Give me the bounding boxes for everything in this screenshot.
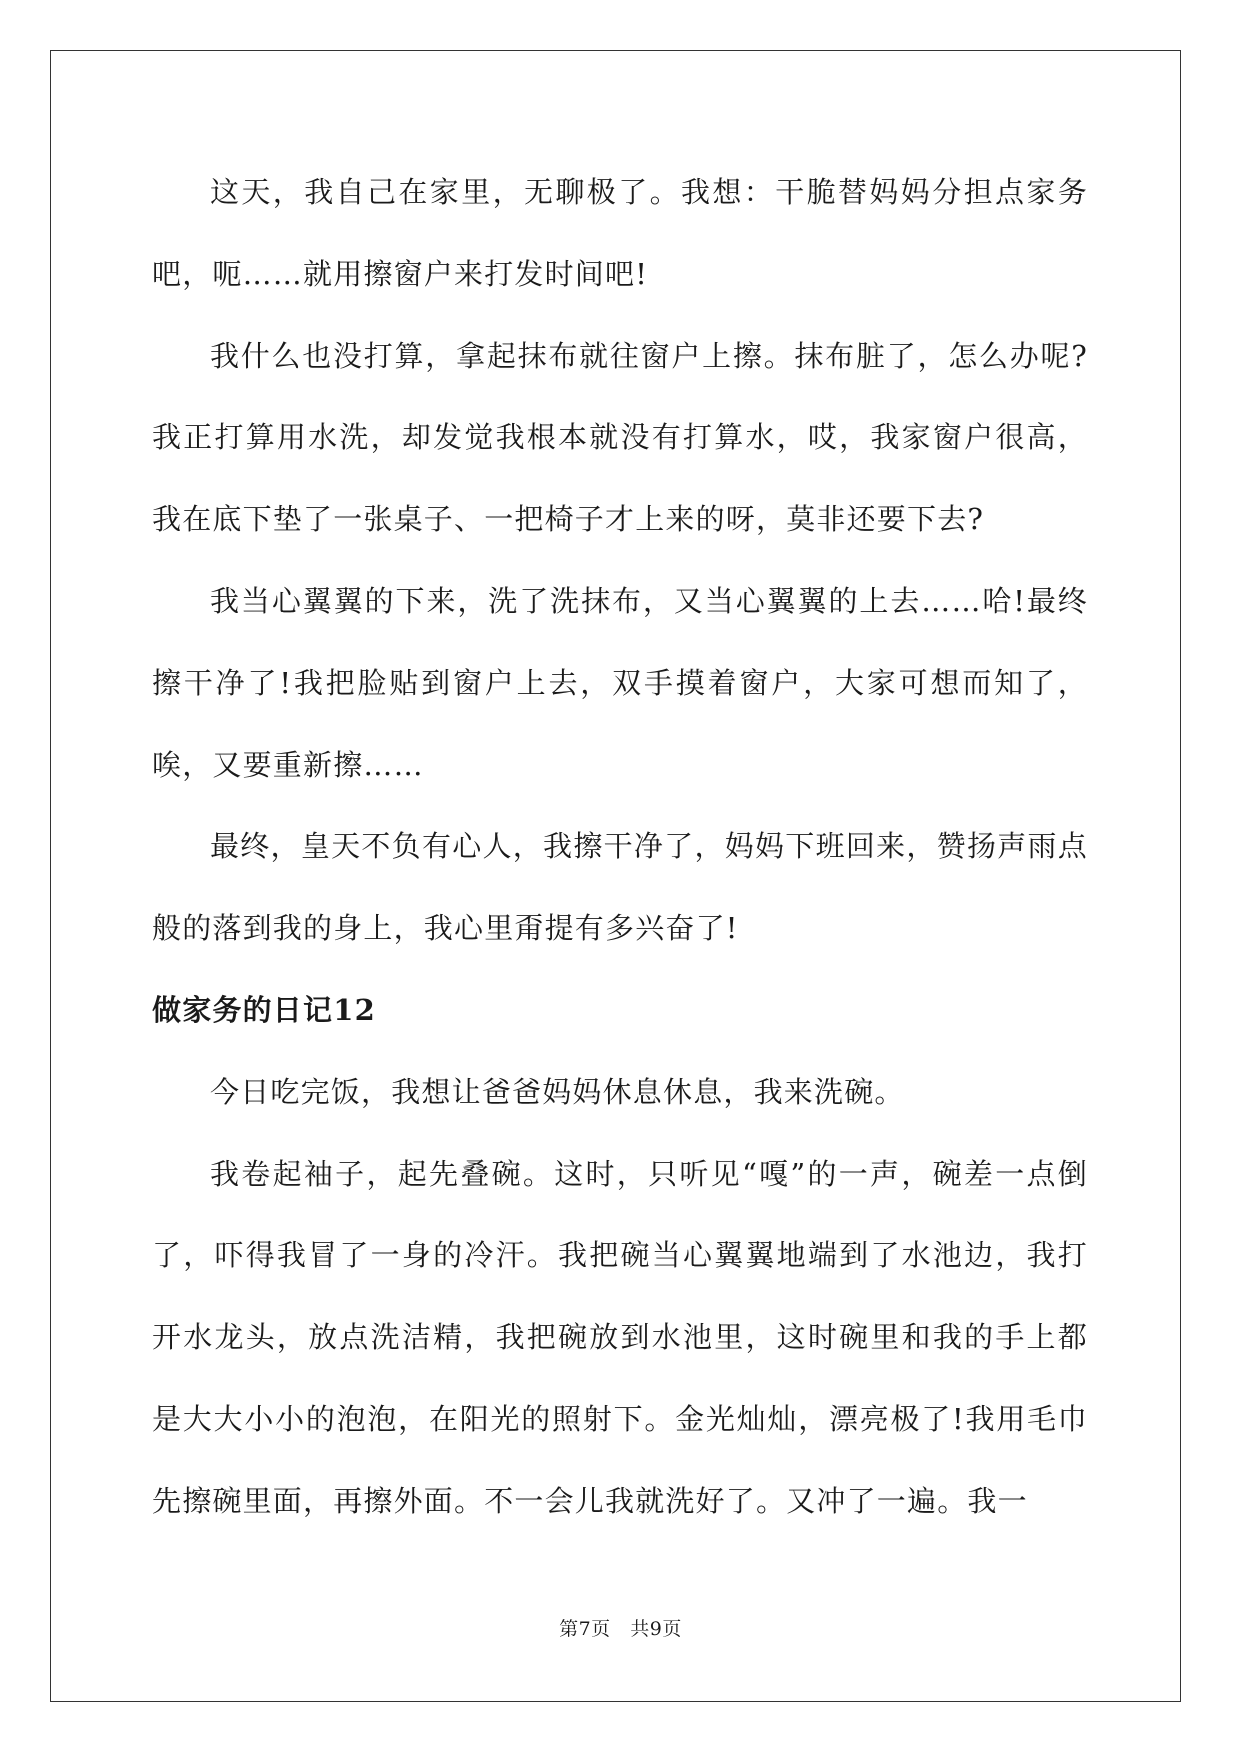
paragraph: 今日吃完饭，我想让爸爸妈妈休息休息，我来洗碗。 [210,1074,905,1109]
document-body [152,152,1088,1543]
paragraph: 我卷起袖子，起先叠碗。这时，只听见“嘎”的一声，碗差一点倒了，吓得我冒了一身的冷汗。我把碗当心翼翼地端到了水池边，我打开水龙头，放点洗洁精，我把碗放到水池里，这时碗里和我的手上都是大大小小的泡泡，在阳光的照射下。金光灿灿，漂亮极了!我用毛巾先擦碗里面，再擦外面。不一会儿我就洗好了。又冲了一遍。我一 [152,1156,1088,1518]
page-number-footer [0,1614,1241,1641]
paragraph: 我什么也没打算，拿起抹布就往窗户上擦。抹布脏了，怎么办呢?我正打算用水洗，却发觉我根本就没有打算水，哎，我家窗户很高，我在底下垫了一张桌子、一把椅子才上来的呀，莫非还要下去? [152,338,1088,537]
paragraph: 最终，皇天不负有心人，我擦干净了，妈妈下班回来，赞扬声雨点般的落到我的身上，我心里甭提有多兴奋了! [152,829,1088,946]
section-heading: 做家务的日记12 [152,992,376,1027]
page-number-label: 第7页 共9页 [559,1618,682,1640]
paragraph: 我当心翼翼的下来，洗了洗抹布，又当心翼翼的上去……哈!最终擦干净了!我把脸贴到窗户上去，双手摸着窗户，大家可想而知了，唉，又要重新擦…… [152,583,1088,782]
paragraph: 这天，我自己在家里，无聊极了。我想：干脆替妈妈分担点家务吧，呃……就用擦窗户来打发时间吧! [152,175,1088,291]
